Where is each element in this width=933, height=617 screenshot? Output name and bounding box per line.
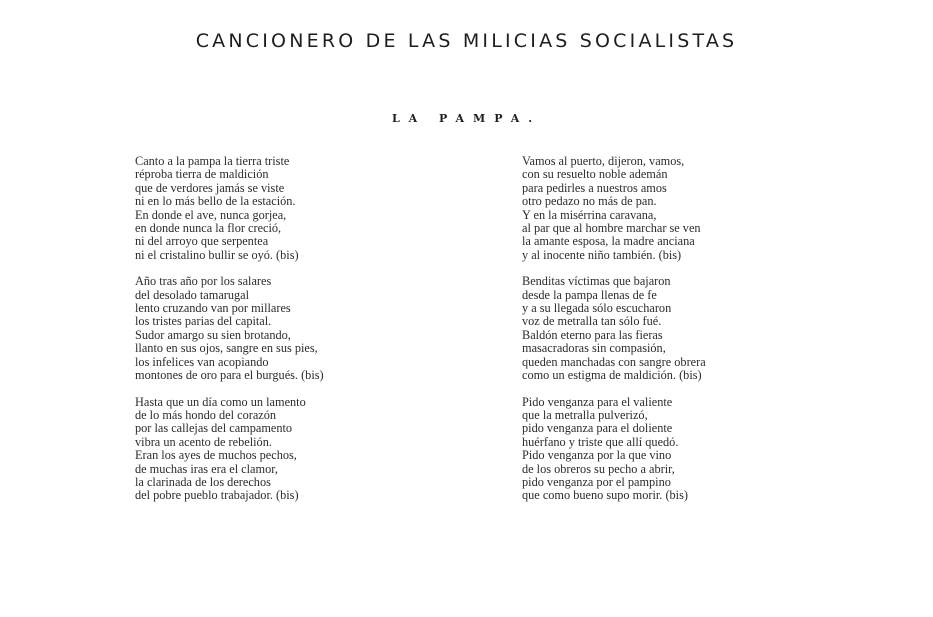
verse-line: ni del arroyo que serpentea (135, 234, 269, 249)
verse-line: los tristes parias del capital. (135, 314, 272, 329)
stanza (522, 155, 782, 262)
verse-line: Y en la misérrina caravana, (522, 207, 657, 222)
verse-line: y a su llegada sólo escucharon (522, 301, 672, 316)
stanza (135, 275, 395, 382)
verse-line: de muchas iras era el clamor, (135, 461, 278, 476)
verse-line: Canto a la pampa la tierra triste (135, 154, 290, 168)
verse-line: de los obreros su pecho a abrir, (522, 461, 675, 476)
verse-line: montones de oro para el burgués. (bis) (135, 368, 324, 383)
verse-line: que la metralla pulverizó, (522, 407, 648, 422)
verse-line: queden manchadas con sangre obrera (522, 354, 706, 369)
verse-line: huérfano y triste que allí quedó. (522, 434, 679, 449)
verse-line: masacradoras sin compasión, (522, 341, 666, 356)
verse-line: lento cruzando van por millares (135, 301, 291, 316)
left-column (135, 155, 395, 516)
verse-line: y al inocente niño también. (bis) (522, 247, 682, 262)
verse-line: llanto en sus ojos, sangre en sus pies, (135, 341, 318, 356)
verse-line: para pedirles a nuestros amos (522, 180, 667, 195)
verse-line: que de verdores jamás se viste (135, 180, 285, 195)
verse-line: la clarinada de los derechos (135, 474, 271, 489)
verse-line: al par que al hombre marchar se ven (522, 221, 701, 236)
verse-line: de lo más hondo del corazón (135, 407, 277, 422)
verse-line: del pobre pueblo trabajador. (bis) (135, 488, 299, 503)
verse-line: con su resuelto noble ademán (522, 167, 668, 182)
verse-line: desde la pampa llenas de fe (522, 287, 657, 302)
stanza (522, 396, 782, 503)
verse-line: pido venganza por el pampino (522, 474, 671, 489)
verse-line: otro pedazo no más de pan. (522, 194, 657, 209)
stanza (522, 275, 782, 382)
verse-line: pido venganza para el doliente (522, 421, 673, 436)
verse-line: En donde el ave, nunca gorjea, (135, 207, 287, 222)
verse-line: Vamos al puerto, dijeron, vamos, (522, 154, 685, 168)
verse-line: los infelices van acopiando (135, 354, 269, 369)
verse-line: por las callejas del campamento (135, 421, 293, 436)
page-header: CANCIONERO DE LAS MILICIAS SOCIALISTAS (195, 30, 738, 52)
stanza (135, 155, 395, 262)
verse-line: Pido venganza para el valiente (522, 394, 673, 409)
verse-line: Eran los ayes de muchos pechos, (135, 448, 297, 463)
poem-title: LA PAMPA. (391, 112, 542, 125)
verse-line: Año tras año por los salares (135, 274, 272, 289)
verse-line: la amante esposa, la madre anciana (522, 234, 695, 249)
verse-line: ni en lo más bello de la estación. (135, 194, 296, 209)
verse-line: réproba tierra de maldición (135, 167, 269, 182)
verse-line: vibra un acento de rebelión. (135, 434, 272, 449)
verse-line: Baldón eterno para las fieras (522, 327, 663, 342)
verse-line: ni el cristalino bullir se oyó. (bis) (135, 247, 299, 262)
right-column (522, 155, 782, 516)
verse-line: Pido venganza por la que vino (522, 448, 672, 463)
verse-line: del desolado tamarugal (135, 287, 250, 302)
stanza (135, 396, 395, 503)
verse-line: Sudor amargo su sien brotando, (135, 327, 291, 342)
verse-line: que como bueno supo morir. (bis) (522, 488, 688, 503)
verse-line: como un estigma de maldición. (bis) (522, 368, 702, 383)
verse-line: Hasta que un día como un lamento (135, 394, 306, 409)
verse-line: voz de metralla tan sólo fué. (522, 314, 662, 329)
verse-line: en donde nunca la flor creció, (135, 221, 282, 236)
verse-line: Benditas víctimas que bajaron (522, 274, 671, 289)
